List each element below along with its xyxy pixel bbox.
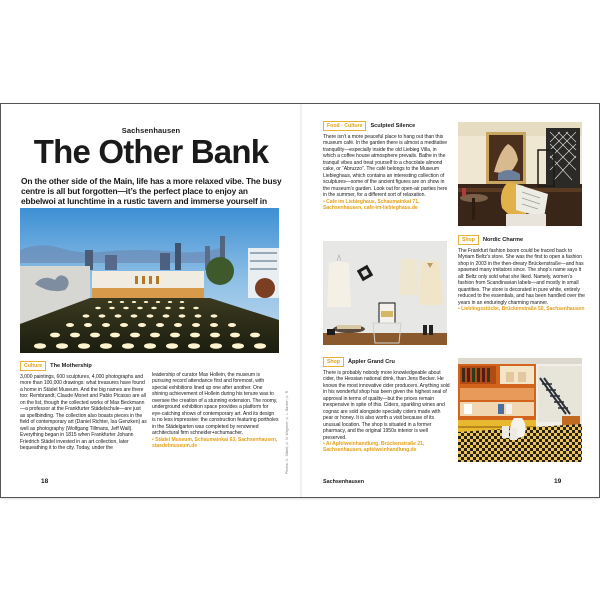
magazine-spread [0,103,600,498]
page-number-right: 19 [554,478,562,485]
page-number-left: 18 [41,478,49,485]
section-nordic-charme [458,235,585,313]
category-tag: Food · Culture [323,121,366,131]
section-body: There isn’t a more peaceful place to hang out than this museum café. In the garden there is almost a meditative tranquility—especially inside the old Liebieg Villa, in which a coffee house atmosphere prevails. Bathe in the tranquil vibes and treat yourself to a chocolate almond cake, or “Abruzzo”. The café belongs to the Museum Liebieghaus, which contains an interesting collection of sculptures—some of the ancient figures are on show in the museum’s garden. Look out for open-air parties here in the summer, for a different sort of relaxation. [323,134,448,199]
section-header [20,361,147,371]
address-link[interactable]: • Ai Apfelweinhandlung, Brückenstraße 21, Sachsenhausen, apfelweinhandlung.de [323,440,425,454]
museum-garden-photo [20,208,279,353]
category-tag: Culture [20,361,46,371]
running-head: Sachsenhausen [323,479,365,485]
page-kicker: Sachsenhausen [121,126,181,135]
address-link[interactable]: • Städel Museum, Schaumainkai 63, Sachsenhausen, staedelmuseum.de [152,436,278,449]
address-link[interactable]: • Lieblingsstücke, Brückenstraße 50, Sachsenhausen [458,306,585,313]
section-title: The Mothership [50,363,92,369]
section-body-col1: 3,000 paintings, 600 sculptures, 4,000 photographs and more than 100,000 drawings: what treasures have found a home in Städel Museum. And the big names are there too: Rembrandt, Claude Monet and Pablo Picasso are all on the list, though the collected works of Max Beckmann—a professor at the Frankfurter Städelschule—are just as spellbinding. The collection also boasts pieces in the field of contemporary art (Daniel Richter, Isa Genzken) as well as photography (Wolfgang Tillmans, Jeff Wall). Everything began in 1815 when Frankfurter Johann Friedrich Städel invested in an art collection, later bequeathing it to the city. Today, under the [20,374,147,451]
section-the-mothership [20,361,147,451]
section-title: Äppler Grand Cru [347,359,395,365]
intro-paragraph: On the other side of the Main, life has a more relaxed vibe. The busy centre is all but forgotten—it’s the perfect place to enjoy an ebbelwoi at lunchtime in a rustic tavern and immerse yourself in [21,176,282,206]
address-link[interactable]: • Cafe im Liebieghaus, Schaumainkai 71, Sachsenhausen, cafe-im-liebieghaus.de [323,198,420,211]
boutique-photo-illustration [323,241,447,345]
museum-photo-illustration [20,208,279,353]
cafe-photo-illustration [458,122,582,226]
boutique-photo [323,241,447,345]
category-tag: Shop [323,357,344,367]
cider-shop-photo [458,358,582,462]
section-header [458,235,585,245]
photo-credit: Photos: © Städel; © N. Wegener; © L. Backer; © R [285,390,289,474]
section-body-col2: leadership of curator Max Hollein, the museum is pursuing record attendance first and foremost, with special exhibitions lined up one after another. One shining achievement of Hollein during his tenure was to oversee the creation of a stunning extension. The roomy, underground exhibition space provides a platform for eye-catching shows of contemporary art. And its design is no less impressive: the construction featuring portholes in the Städelgarten was completed by renowned architectural firm schneider+schumacher. [152,372,279,437]
section-sculpted-silence [323,121,450,211]
page-title: The Other Bank [33,133,269,170]
section-title: Sculpted Silence [370,123,416,129]
section-the-mothership-continued [152,372,279,449]
section-header [323,357,450,367]
section-body: There is probably nobody more knowledgeable about cider, the Hessian national drink, than Jens Becker. He knows the most innovative cider producers. Anything sold in his wonderful shop has been given the highest seal of approval in terms of quality—but the prices remain inexpensive in spite of this. Ciders, sparkling wines and cognac are sold alongside specialty ciders made with pear or honey. It is also worth a visit because of its unusual location. The shop is situated in a former pharmacy, and the original 1950s interior is well preserved. [323,370,450,441]
section-header [323,121,450,131]
section-body: The Frankfurt fashion boom could be traced back to Myriam Beltz’s store. She was the first to open a fashion shop in 2003 in the then-dreary Brückenstraße—and has spawned many imitators since. The shop’s name says it all: Beltz only sold what she liked. Namely, women’s fashion from Scandinavian labels—and mostly in small quantities. The store is decorated in pure white, entirely reduced to the essentials, and has been handled over the years in an enduringly charming manner. [458,248,585,306]
left-page [1,104,301,497]
cafe-photo [458,122,582,226]
section-appler-grand-cru [323,357,450,454]
cider-shop-photo-illustration [458,358,582,462]
section-title: Nordic Charme [482,237,524,243]
category-tag: Shop [458,235,479,245]
